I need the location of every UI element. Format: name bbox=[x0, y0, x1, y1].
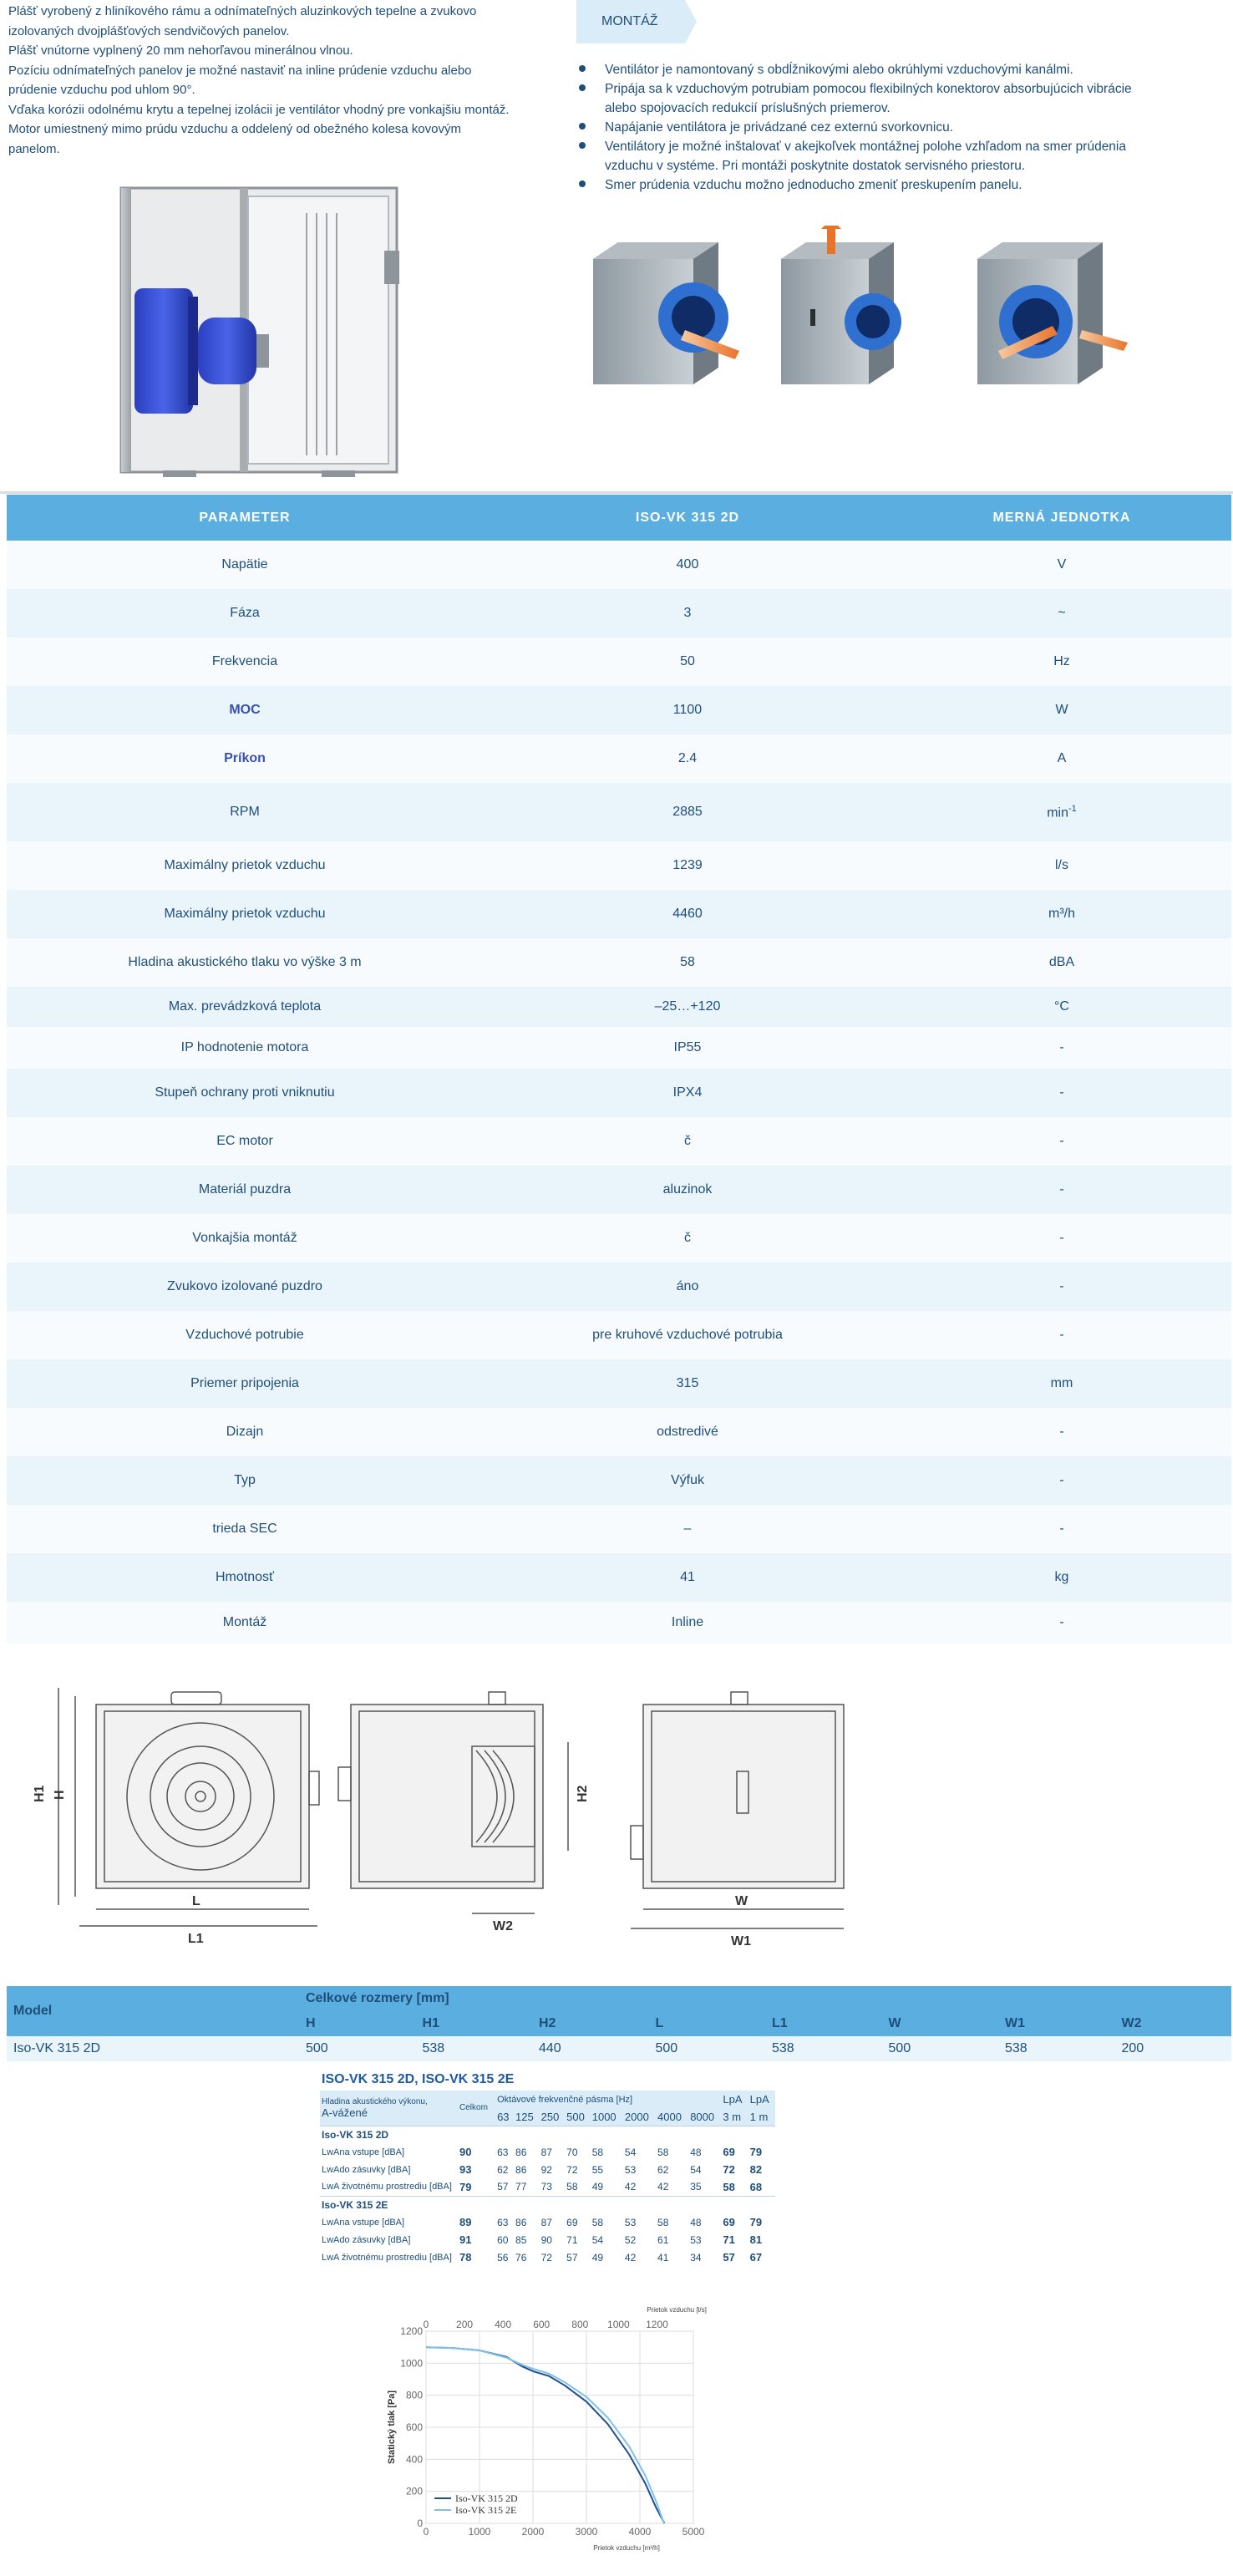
param-value: č bbox=[483, 1214, 892, 1263]
dimension-value: 538 bbox=[416, 2036, 533, 2061]
lpa3-value: 71 bbox=[723, 2233, 735, 2246]
table-row bbox=[7, 1263, 1231, 1311]
group-name: Iso-VK 315 2D bbox=[320, 2126, 775, 2143]
band-value: 61 bbox=[657, 2233, 669, 2246]
band-value: 49 bbox=[591, 2181, 604, 2193]
band-value: 71 bbox=[566, 2233, 578, 2246]
param-unit: - bbox=[892, 1311, 1231, 1359]
label-w1: W1 bbox=[731, 1934, 751, 1949]
label-h2: H2 bbox=[576, 1785, 590, 1802]
param-name: Zvukovo izolované puzdro bbox=[7, 1263, 483, 1311]
table-row bbox=[7, 1456, 1231, 1505]
param-name: EC motor bbox=[7, 1117, 483, 1166]
param-unit: - bbox=[892, 1408, 1231, 1456]
param-unit: - bbox=[892, 1027, 1231, 1069]
param-unit: A bbox=[892, 734, 1231, 783]
band-value: 52 bbox=[624, 2233, 637, 2246]
band-value: 62 bbox=[497, 2163, 509, 2176]
band-value: 60 bbox=[497, 2233, 509, 2246]
param-value: pre kruhové vzduchové potrubia bbox=[483, 1311, 892, 1359]
band-value: 58 bbox=[657, 2146, 669, 2158]
param-unit: - bbox=[892, 1117, 1231, 1166]
table-row bbox=[7, 1359, 1231, 1408]
band-value: 87 bbox=[540, 2146, 552, 2158]
param-unit: - bbox=[892, 1602, 1231, 1644]
band-value: 63 bbox=[497, 2216, 509, 2228]
sound-table-body bbox=[320, 2091, 775, 2266]
label-w2: W2 bbox=[493, 1919, 513, 1933]
montaz-item: Smer prúdenia vzduchu možno jednoducho zmeniť preskupením panelu. bbox=[576, 175, 1161, 195]
band-value: 86 bbox=[515, 2146, 527, 2158]
col-header-model: ISO-VK 315 2D bbox=[483, 495, 892, 541]
param-value: Inline bbox=[483, 1602, 892, 1644]
col-header-dimensions: Celkové rozmery [mm] bbox=[299, 1986, 1231, 2011]
table-row bbox=[7, 541, 1231, 589]
x2-tick-label: 1200 bbox=[646, 2319, 668, 2330]
table-row bbox=[7, 1505, 1231, 1553]
y-tick-label: 0 bbox=[417, 2518, 423, 2529]
intro-line: Plášť vyrobený z hliníkového rámu a odnímateľných aluzinkových tepelne a zvukovo bbox=[8, 4, 477, 18]
table-row bbox=[7, 1602, 1231, 1644]
x-tick-label: 1000 bbox=[468, 2526, 491, 2538]
table-row bbox=[320, 2161, 775, 2178]
row-label: LwAna vstupe [dBA] bbox=[322, 2217, 405, 2228]
param-value: IPX4 bbox=[483, 1069, 892, 1117]
col-header-w2: W2 bbox=[1115, 2011, 1232, 2036]
band-value: 42 bbox=[624, 2181, 637, 2193]
fan-cutaway-image bbox=[113, 171, 405, 480]
lpa1-value: 67 bbox=[749, 2251, 763, 2264]
montaz-item: Ventilátory je možné inštalovať v akejkoľvek montážnej polohe vzhľadom na smer prúdenia vzduchu v systéme. Pri montáži poskytnite dostatok servisného priestoru. bbox=[576, 137, 1161, 175]
frequency-label: 1000 bbox=[591, 2108, 623, 2126]
param-value: 400 bbox=[483, 541, 892, 589]
col-header-w1: W1 bbox=[998, 2011, 1115, 2036]
lpa3-value: 58 bbox=[723, 2180, 735, 2193]
intro-line: izolovaných dvojplášťových sendvičových panelov. bbox=[8, 23, 290, 38]
total-value: 93 bbox=[459, 2163, 472, 2176]
band-value: 57 bbox=[566, 2251, 578, 2264]
total-value: 89 bbox=[459, 2216, 472, 2228]
row-label: LwA životnému prostrediu [dBA] bbox=[322, 2252, 452, 2263]
y-tick-label: 1200 bbox=[400, 2325, 423, 2337]
x-tick-label: 0 bbox=[423, 2526, 429, 2538]
col-header-h1: H1 bbox=[416, 2011, 533, 2036]
x2-tick-label: 400 bbox=[495, 2319, 512, 2330]
montaz-item: Ventilátor je namontovaný s obdĺžnikovými alebo okrúhlymi vzduchovými kanálmi. bbox=[576, 60, 1161, 79]
param-value: 4460 bbox=[483, 890, 892, 938]
param-unit: - bbox=[892, 1456, 1231, 1505]
band-value: 58 bbox=[657, 2216, 669, 2228]
param-value: 2.4 bbox=[483, 734, 892, 783]
param-unit: - bbox=[892, 1263, 1231, 1311]
label-h: H bbox=[53, 1790, 67, 1800]
intro-line: Motor umiestnený mimo prúdu vzduchu a oddelený od obežného kolesa kovovým bbox=[8, 122, 461, 136]
param-name: Stupeň ochrany proti vniknutiu bbox=[7, 1069, 483, 1117]
x-tick-label: 2000 bbox=[521, 2526, 545, 2538]
band-value: 69 bbox=[566, 2216, 578, 2228]
montaz-item: Pripája sa k vzduchovým potrubiam pomocou flexibilných konektorov absorbujúcich vibrácie alebo spojovacích redukcií príslušných priemerov. bbox=[576, 79, 1161, 118]
param-unit: Hz bbox=[892, 638, 1231, 686]
param-value: č bbox=[483, 1117, 892, 1166]
band-value: 41 bbox=[657, 2251, 669, 2264]
y-tick-label: 1000 bbox=[400, 2357, 423, 2370]
frequency-label: 125 bbox=[514, 2108, 540, 2126]
sound-header-band: Oktávové frekvenčné pásma [Hz] bbox=[495, 2091, 721, 2108]
table-row bbox=[7, 1408, 1231, 1456]
lpa1-value: 81 bbox=[749, 2233, 763, 2246]
sound-header-label bbox=[320, 2091, 458, 2126]
col-header-h2: H2 bbox=[532, 2011, 649, 2036]
intro-line: Vďaka korózii odolnému krytu a tepelnej izolácii je ventilátor vhodný pre vonkajšiu montáž. bbox=[8, 102, 510, 117]
table-row bbox=[320, 2213, 775, 2231]
param-name: Maximálny prietok vzduchu bbox=[7, 890, 483, 938]
param-value: IP55 bbox=[483, 1027, 892, 1069]
frequency-label: 8000 bbox=[688, 2108, 721, 2126]
lpa3-value: 69 bbox=[723, 2146, 735, 2158]
band-value: 48 bbox=[690, 2216, 702, 2228]
x-axis-label: Prietok vzduchu [m³/h] bbox=[593, 2544, 660, 2552]
param-value: 1239 bbox=[483, 841, 892, 890]
x2-tick-label: 800 bbox=[571, 2319, 589, 2330]
total-value: 79 bbox=[459, 2180, 472, 2193]
mounting-variants-image bbox=[585, 226, 1136, 393]
param-value: áno bbox=[483, 1263, 892, 1311]
table-row bbox=[320, 2143, 775, 2161]
header-line: A-vážené bbox=[322, 2106, 368, 2119]
total-value: 91 bbox=[459, 2233, 472, 2246]
dimension-value: 500 bbox=[882, 2036, 999, 2061]
frequency-label: 2000 bbox=[623, 2108, 656, 2126]
param-name: Typ bbox=[7, 1456, 483, 1505]
label-l: L bbox=[192, 1894, 200, 1908]
table-row bbox=[7, 734, 1231, 783]
header-line: Hladina akustického výkonu, bbox=[322, 2096, 428, 2106]
dimension-value: 500 bbox=[649, 2036, 766, 2061]
section-divider bbox=[0, 491, 1233, 494]
x2-tick-label: 0 bbox=[423, 2319, 429, 2330]
param-value: 315 bbox=[483, 1359, 892, 1408]
label-h1: H1 bbox=[33, 1785, 47, 1802]
table-row bbox=[7, 1117, 1231, 1166]
lpa3-value: 69 bbox=[723, 2216, 735, 2228]
band-value: 35 bbox=[690, 2181, 702, 2193]
dimensions-table bbox=[7, 1986, 1231, 2061]
total-value: 90 bbox=[459, 2146, 472, 2158]
col-header-w: W bbox=[882, 2011, 999, 2036]
band-value: 86 bbox=[515, 2216, 527, 2228]
col-header-unit: MERNÁ JEDNOTKA bbox=[892, 495, 1231, 541]
param-name: MOC bbox=[7, 686, 483, 734]
band-value: 57 bbox=[497, 2181, 509, 2193]
param-value: 3 bbox=[483, 589, 892, 638]
table-row bbox=[7, 1214, 1231, 1263]
sound-header-row bbox=[320, 2091, 775, 2108]
band-value: 54 bbox=[690, 2163, 702, 2176]
band-value: 42 bbox=[624, 2251, 637, 2264]
legend-entry: Iso-VK 315 2D bbox=[455, 2492, 518, 2504]
dimension-value: 538 bbox=[998, 2036, 1115, 2061]
param-name: Maximálny prietok vzduchu bbox=[7, 841, 483, 890]
lpa1-value: 79 bbox=[749, 2216, 763, 2228]
param-name: Dizajn bbox=[7, 1408, 483, 1456]
band-value: 63 bbox=[497, 2146, 509, 2158]
y-tick-label: 200 bbox=[405, 2485, 423, 2497]
param-name: Fáza bbox=[7, 589, 483, 638]
band-value: 53 bbox=[690, 2233, 702, 2246]
param-unit: - bbox=[892, 1166, 1231, 1214]
x-tick-label: 5000 bbox=[682, 2526, 705, 2538]
param-unit: mm bbox=[892, 1359, 1231, 1408]
intro-text bbox=[8, 2, 576, 159]
param-value: 50 bbox=[483, 638, 892, 686]
y-tick-label: 400 bbox=[405, 2453, 423, 2466]
sound-table bbox=[320, 2091, 775, 2266]
band-value: 72 bbox=[566, 2163, 578, 2176]
band-value: 34 bbox=[690, 2251, 702, 2264]
param-name: IP hodnotenie motora bbox=[7, 1027, 483, 1069]
band-value: 76 bbox=[515, 2251, 527, 2264]
dimension-value: 538 bbox=[765, 2036, 882, 2061]
frequency-label: 4000 bbox=[656, 2108, 688, 2126]
param-name: Napätie bbox=[7, 541, 483, 589]
band-value: 56 bbox=[497, 2251, 509, 2264]
param-unit: m³/h bbox=[892, 890, 1231, 938]
table-row bbox=[320, 2178, 775, 2196]
total-value: 78 bbox=[459, 2251, 472, 2264]
param-unit: V bbox=[892, 541, 1231, 589]
lpa1-value: 79 bbox=[749, 2146, 763, 2158]
table-row bbox=[7, 1166, 1231, 1214]
col-header-l: L bbox=[649, 2011, 766, 2036]
fan-performance-chart bbox=[376, 2302, 727, 2565]
intro-line: Pozíciu odnímateľných panelov je možné nastaviť na inline prúdenie vzduchu alebo bbox=[8, 63, 472, 78]
band-value: 70 bbox=[566, 2146, 578, 2158]
y-tick-label: 600 bbox=[405, 2421, 423, 2433]
param-name: Max. prevádzková teplota bbox=[7, 987, 483, 1027]
row-label: LwAna vstupe [dBA] bbox=[322, 2147, 405, 2157]
param-value: 41 bbox=[483, 1553, 892, 1602]
param-value: –25…+120 bbox=[483, 987, 892, 1027]
montaz-item: Napájanie ventilátora je privádzané cez externú svorkovnicu. bbox=[576, 118, 1161, 137]
band-value: 54 bbox=[591, 2233, 604, 2246]
param-value: 1100 bbox=[483, 686, 892, 734]
lpa1-value: 68 bbox=[749, 2180, 763, 2193]
param-name: Hmotnosť bbox=[7, 1553, 483, 1602]
legend-entry: Iso-VK 315 2E bbox=[455, 2504, 517, 2516]
unit-text: min bbox=[1047, 805, 1068, 821]
band-value: 72 bbox=[540, 2251, 552, 2264]
param-name: Montáž bbox=[7, 1602, 483, 1644]
param-name: Priemer pripojenia bbox=[7, 1359, 483, 1408]
col-header-model: Model bbox=[7, 1986, 299, 2036]
table-row bbox=[7, 638, 1231, 686]
param-value: Výfuk bbox=[483, 1456, 892, 1505]
band-value: 49 bbox=[591, 2251, 604, 2264]
band-value: 73 bbox=[540, 2181, 552, 2193]
y-tick-label: 800 bbox=[405, 2389, 423, 2401]
band-value: 86 bbox=[515, 2163, 527, 2176]
sound-table-title: ISO-VK 315 2D, ISO-VK 315 2E bbox=[322, 2072, 515, 2086]
frequency-label: 63 bbox=[495, 2108, 514, 2126]
model-cell: Iso-VK 315 2D bbox=[7, 2036, 299, 2061]
row-label: LwAdo zásuvky [dBA] bbox=[322, 2234, 411, 2245]
table-row bbox=[7, 1553, 1231, 1602]
sound-group-row bbox=[320, 2196, 775, 2213]
x2-tick-label: 200 bbox=[456, 2319, 474, 2330]
group-name: Iso-VK 315 2E bbox=[320, 2196, 775, 2213]
band-value: 53 bbox=[624, 2216, 637, 2228]
lpa3-value: 57 bbox=[723, 2251, 735, 2264]
col-header-h: H bbox=[299, 2011, 416, 2036]
table-row bbox=[320, 2231, 775, 2248]
param-name: Vzduchové potrubie bbox=[7, 1311, 483, 1359]
intro-line: Plášť vnútorne vyplnený 20 mm nehorľavou minerálnou vlnou. bbox=[8, 43, 353, 58]
param-unit: - bbox=[892, 1069, 1231, 1117]
table-row bbox=[7, 1311, 1231, 1359]
dimension-value: 440 bbox=[532, 2036, 649, 2061]
dimension-value: 500 bbox=[299, 2036, 416, 2061]
col-header-l1: L1 bbox=[765, 2011, 882, 2036]
sound-group-row bbox=[320, 2126, 775, 2143]
table-row bbox=[7, 938, 1231, 987]
dimension-value: 200 bbox=[1115, 2036, 1232, 2061]
table-row bbox=[7, 783, 1231, 841]
band-value: 62 bbox=[657, 2163, 669, 2176]
param-name: Materiál puzdra bbox=[7, 1166, 483, 1214]
table-row bbox=[7, 2036, 1231, 2061]
parameter-table bbox=[7, 495, 1231, 1644]
band-value: 58 bbox=[591, 2146, 604, 2158]
param-name: Príkon bbox=[7, 734, 483, 783]
param-unit: °C bbox=[892, 987, 1231, 1027]
label-l1: L1 bbox=[188, 1932, 204, 1946]
montaz-tab[interactable]: MONTÁŽ bbox=[576, 0, 685, 43]
table-row bbox=[7, 686, 1231, 734]
table-row bbox=[7, 890, 1231, 938]
param-unit: ~ bbox=[892, 589, 1231, 638]
param-unit: kg bbox=[892, 1553, 1231, 1602]
band-value: 55 bbox=[591, 2163, 604, 2176]
dimension-drawings bbox=[17, 1671, 852, 1955]
table-row bbox=[320, 2248, 775, 2266]
row-label: LwA životnému prostrediu [dBA] bbox=[322, 2182, 452, 2192]
frequency-label: 250 bbox=[540, 2108, 566, 2126]
x2-tick-label: 600 bbox=[533, 2319, 551, 2330]
band-value: 87 bbox=[540, 2216, 552, 2228]
sound-header-lpa1-unit: 1 m bbox=[748, 2108, 775, 2126]
x2-axis-label: Prietok vzduchu [l/s] bbox=[647, 2306, 707, 2314]
band-value: 58 bbox=[566, 2181, 578, 2193]
label-w: W bbox=[735, 1894, 748, 1908]
param-unit: dBA bbox=[892, 938, 1231, 987]
param-value: 58 bbox=[483, 938, 892, 987]
band-value: 92 bbox=[540, 2163, 552, 2176]
table-row bbox=[7, 841, 1231, 890]
param-name: Vonkajšia montáž bbox=[7, 1214, 483, 1263]
sound-header-lpa3: LpA bbox=[721, 2091, 748, 2108]
x2-tick-label: 1000 bbox=[607, 2319, 630, 2330]
band-value: 85 bbox=[515, 2233, 527, 2246]
param-value: aluzinok bbox=[483, 1166, 892, 1214]
table-row bbox=[7, 1027, 1231, 1069]
band-value: 48 bbox=[690, 2146, 702, 2158]
row-label: LwAdo zásuvky [dBA] bbox=[322, 2164, 411, 2175]
param-unit: l/s bbox=[892, 841, 1231, 890]
x-tick-label: 3000 bbox=[575, 2526, 598, 2538]
band-value: 77 bbox=[515, 2181, 527, 2193]
param-unit: - bbox=[892, 1505, 1231, 1553]
param-unit: W bbox=[892, 686, 1231, 734]
param-unit: - bbox=[892, 1214, 1231, 1263]
param-value: – bbox=[483, 1505, 892, 1553]
sound-header-total: Celkom bbox=[458, 2091, 495, 2126]
table-row bbox=[7, 987, 1231, 1027]
col-header-parameter: PARAMETER bbox=[7, 495, 483, 541]
montaz-list bbox=[576, 60, 1161, 195]
param-name: Hladina akustického tlaku vo výške 3 m bbox=[7, 938, 483, 987]
band-value: 90 bbox=[540, 2233, 552, 2246]
unit-exponent: -1 bbox=[1068, 803, 1077, 814]
frequency-label: 500 bbox=[565, 2108, 591, 2126]
param-value: odstredivé bbox=[483, 1408, 892, 1456]
param-unit bbox=[892, 783, 1231, 841]
intro-line: prúdenie vzduchu pod uhlom 90°. bbox=[8, 83, 195, 97]
y-axis-label: Statický tlak [Pa] bbox=[387, 2390, 397, 2465]
param-name: Frekvencia bbox=[7, 638, 483, 686]
param-name: trieda SEC bbox=[7, 1505, 483, 1553]
band-value: 54 bbox=[624, 2146, 637, 2158]
intro-line: panelom. bbox=[8, 141, 60, 156]
band-value: 42 bbox=[657, 2181, 669, 2193]
table-row bbox=[7, 589, 1231, 638]
lpa1-value: 82 bbox=[749, 2163, 763, 2176]
band-value: 53 bbox=[624, 2163, 637, 2176]
param-name: RPM bbox=[7, 783, 483, 841]
band-value: 58 bbox=[591, 2216, 604, 2228]
lpa3-value: 72 bbox=[723, 2163, 735, 2176]
param-value: 2885 bbox=[483, 783, 892, 841]
sound-header-lpa1: LpA bbox=[748, 2091, 775, 2108]
table-row bbox=[7, 1069, 1231, 1117]
x-tick-label: 4000 bbox=[628, 2526, 652, 2538]
parameter-table-body bbox=[7, 541, 1231, 1644]
sound-header-lpa3-unit: 3 m bbox=[721, 2108, 748, 2126]
